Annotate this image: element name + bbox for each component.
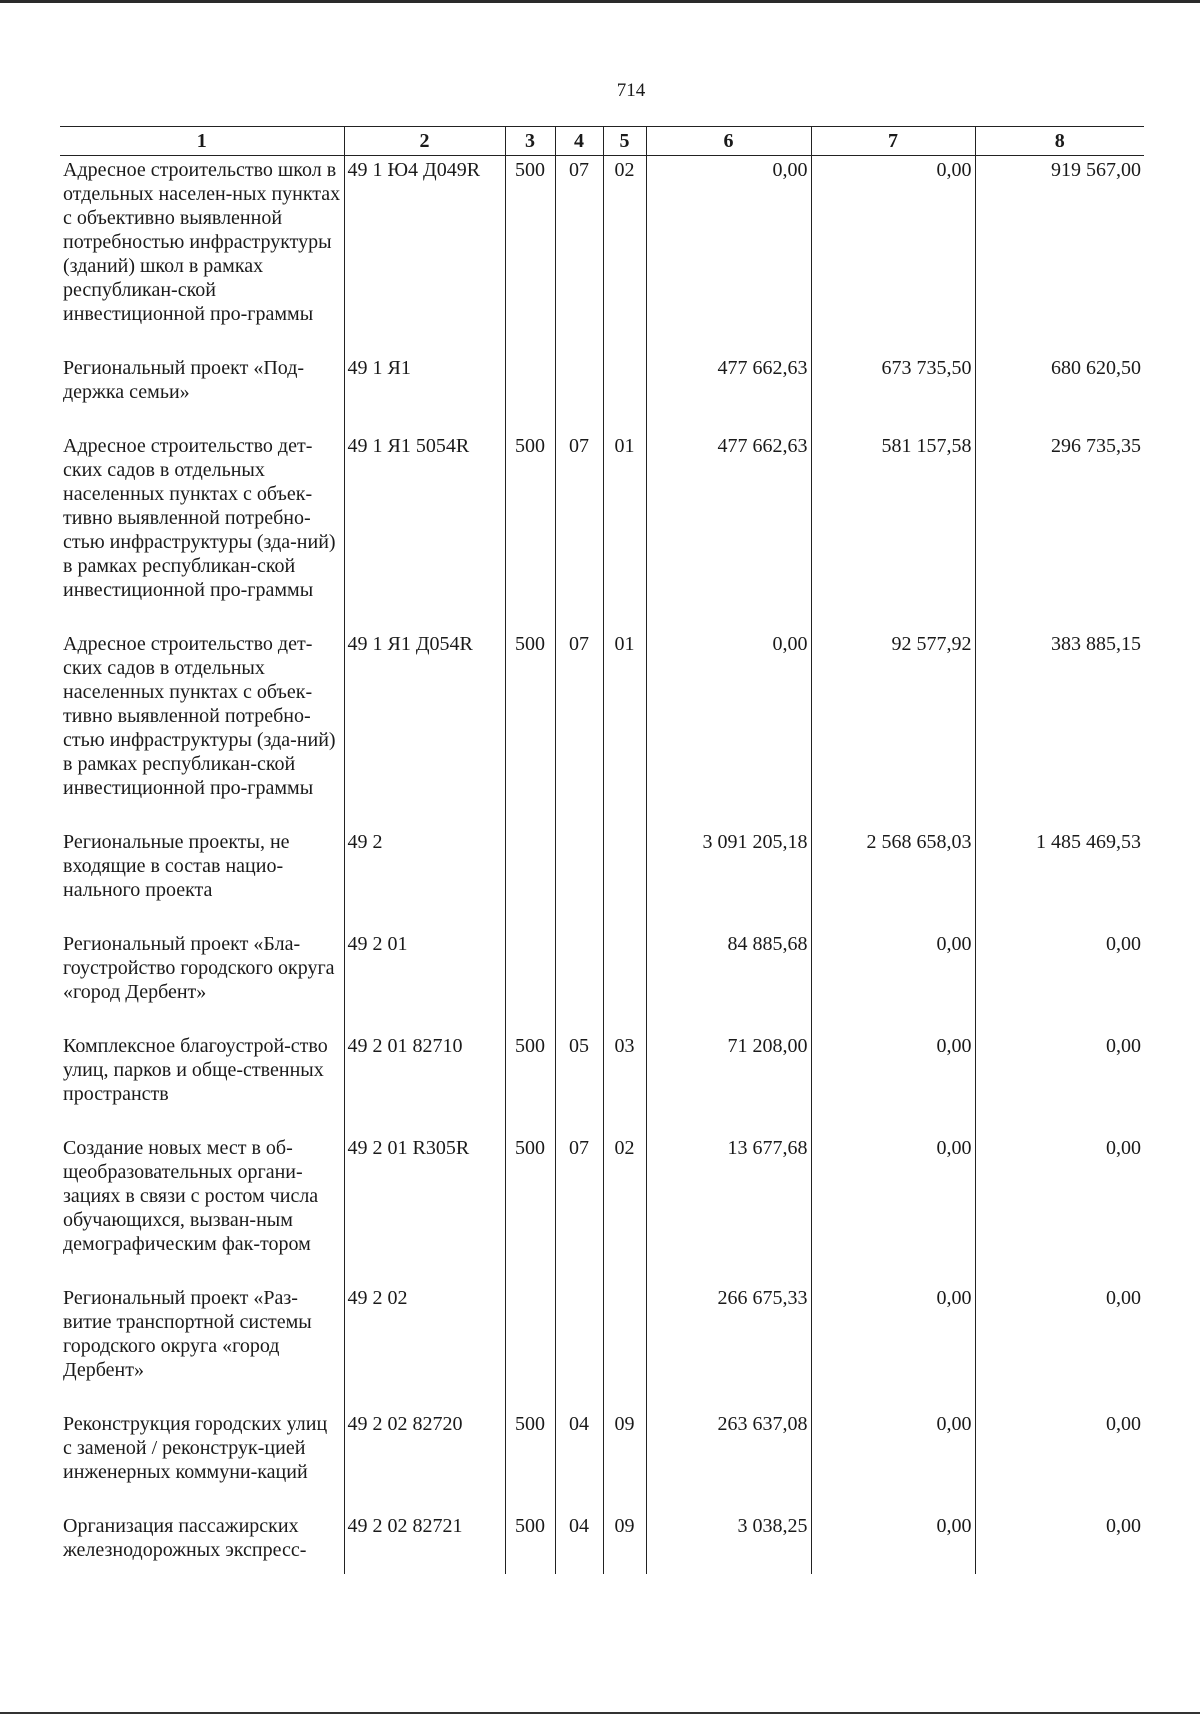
- row-col4-cell: [555, 354, 603, 432]
- row-col5-cell: 09: [603, 1512, 646, 1574]
- row-col3-cell: 500: [505, 1134, 555, 1284]
- table-row: [60, 630, 1144, 828]
- row-col8-amount: 0,00: [975, 930, 1144, 1032]
- row-code-cell: 49 2 01 R305R: [344, 1134, 505, 1284]
- column-header-2: 2: [344, 127, 505, 156]
- row-name-cell: Комплексное благоустрой-ство улиц, парков и обще-ственных пространств: [60, 1032, 344, 1134]
- table-row: [60, 828, 1144, 930]
- table-row: [60, 1032, 1144, 1134]
- row-code-cell: 49 2 01: [344, 930, 505, 1032]
- row-code-cell: 49 1 Ю4 Д049R: [344, 156, 505, 355]
- row-code-cell: 49 2 02: [344, 1284, 505, 1410]
- row-col5-cell: 01: [603, 432, 646, 630]
- row-col6-amount: 0,00: [646, 630, 811, 828]
- row-name-cell: Адресное строительство школ в отдельных населен-ных пунктах с объективно выявленной потребностью инфраструктуры (зданий) школ в рамках республикан-ской инвестиционной про-граммы: [60, 156, 344, 355]
- row-col7-amount: 0,00: [811, 156, 975, 355]
- row-col7-amount: 2 568 658,03: [811, 828, 975, 930]
- row-col3-cell: [505, 930, 555, 1032]
- row-code-cell: 49 1 Я1 5054R: [344, 432, 505, 630]
- row-col4-cell: [555, 1284, 603, 1410]
- row-col7-amount: 0,00: [811, 1032, 975, 1134]
- page-number: 714: [616, 80, 646, 101]
- row-col4-cell: 04: [555, 1410, 603, 1512]
- row-col5-cell: 01: [603, 630, 646, 828]
- row-col3-cell: [505, 828, 555, 930]
- row-col3-cell: [505, 354, 555, 432]
- column-header-7: 7: [811, 127, 975, 156]
- row-col3-cell: 500: [505, 156, 555, 355]
- row-col8-amount: 296 735,35: [975, 432, 1144, 630]
- row-col6-amount: 477 662,63: [646, 432, 811, 630]
- row-col8-amount: 0,00: [975, 1134, 1144, 1284]
- table-row: [60, 1134, 1144, 1284]
- row-col8-amount: 383 885,15: [975, 630, 1144, 828]
- row-name-cell: Адресное строительство дет-ских садов в отдельных населенных пунктах с объек-тивно выявленной потребно-стью инфраструктуры (зда-ний) в рамках республикан-ской инвестиционной про-граммы: [60, 432, 344, 630]
- row-code-cell: 49 2 02 82721: [344, 1512, 505, 1574]
- column-header-1: 1: [60, 127, 344, 156]
- row-col7-amount: 0,00: [811, 1134, 975, 1284]
- row-name-cell: Адресное строительство дет-ских садов в отдельных населенных пунктах с объек-тивно выявленной потребно-стью инфраструктуры (зда-ний) в рамках республикан-ской инвестиционной про-граммы: [60, 630, 344, 828]
- row-col7-amount: 92 577,92: [811, 630, 975, 828]
- row-col4-cell: 04: [555, 1512, 603, 1574]
- row-col6-amount: 263 637,08: [646, 1410, 811, 1512]
- row-code-cell: 49 1 Я1: [344, 354, 505, 432]
- row-col4-cell: 07: [555, 1134, 603, 1284]
- row-code-cell: 49 1 Я1 Д054R: [344, 630, 505, 828]
- row-col4-cell: 07: [555, 432, 603, 630]
- row-name-cell: Региональные проекты, не входящие в состав нацио-нального проекта: [60, 828, 344, 930]
- row-col6-amount: 3 038,25: [646, 1512, 811, 1574]
- row-col4-cell: 07: [555, 630, 603, 828]
- table-body: [60, 156, 1144, 1575]
- row-col7-amount: 0,00: [811, 1284, 975, 1410]
- row-code-cell: 49 2 02 82720: [344, 1410, 505, 1512]
- bottom-border-line: [0, 1712, 1200, 1714]
- row-col4-cell: 07: [555, 156, 603, 355]
- row-code-cell: 49 2: [344, 828, 505, 930]
- row-col4-cell: 05: [555, 1032, 603, 1134]
- row-col5-cell: 09: [603, 1410, 646, 1512]
- row-col6-amount: 266 675,33: [646, 1284, 811, 1410]
- row-col7-amount: 0,00: [811, 1512, 975, 1574]
- column-header-3: 3: [505, 127, 555, 156]
- row-col4-cell: [555, 828, 603, 930]
- row-col8-amount: 0,00: [975, 1410, 1144, 1512]
- row-col7-amount: 0,00: [811, 930, 975, 1032]
- column-header-5: 5: [603, 127, 646, 156]
- row-col8-amount: 1 485 469,53: [975, 828, 1144, 930]
- row-col3-cell: 500: [505, 1032, 555, 1134]
- row-col5-cell: [603, 828, 646, 930]
- table-row: [60, 1512, 1144, 1574]
- row-name-cell: Региональный проект «Раз-витие транспортной системы городского округа «город Дербент»: [60, 1284, 344, 1410]
- column-header-8: 8: [975, 127, 1144, 156]
- row-col6-amount: 13 677,68: [646, 1134, 811, 1284]
- row-name-cell: Региональный проект «Бла-гоустройство городского округа «город Дербент»: [60, 930, 344, 1032]
- row-col3-cell: 500: [505, 1410, 555, 1512]
- top-border-line: [0, 0, 1200, 3]
- table-row: [60, 354, 1144, 432]
- table-row: [60, 432, 1144, 630]
- row-col8-amount: 0,00: [975, 1512, 1144, 1574]
- table-row: [60, 930, 1144, 1032]
- row-col8-amount: 0,00: [975, 1284, 1144, 1410]
- row-col5-cell: [603, 1284, 646, 1410]
- column-header-4: 4: [555, 127, 603, 156]
- row-col8-amount: 680 620,50: [975, 354, 1144, 432]
- row-col5-cell: [603, 354, 646, 432]
- row-col5-cell: 02: [603, 1134, 646, 1284]
- table-row: [60, 1410, 1144, 1512]
- table-row: [60, 156, 1144, 355]
- row-col5-cell: 02: [603, 156, 646, 355]
- row-col7-amount: 581 157,58: [811, 432, 975, 630]
- row-col4-cell: [555, 930, 603, 1032]
- row-col6-amount: 477 662,63: [646, 354, 811, 432]
- table-row: [60, 1284, 1144, 1410]
- row-name-cell: Организация пассажирских железнодорожных экспресс-: [60, 1512, 344, 1574]
- row-col6-amount: 71 208,00: [646, 1032, 811, 1134]
- row-name-cell: Создание новых мест в об-щеобразовательных органи-зациях в связи с ростом числа обучающихся, вызван-ным демографическим фак-тором: [60, 1134, 344, 1284]
- row-code-cell: 49 2 01 82710: [344, 1032, 505, 1134]
- row-col8-amount: 919 567,00: [975, 156, 1144, 355]
- row-name-cell: Региональный проект «Под-держка семьи»: [60, 354, 344, 432]
- row-col3-cell: 500: [505, 432, 555, 630]
- column-header-6: 6: [646, 127, 811, 156]
- row-col3-cell: [505, 1284, 555, 1410]
- row-col6-amount: 3 091 205,18: [646, 828, 811, 930]
- row-col5-cell: [603, 930, 646, 1032]
- row-col3-cell: 500: [505, 630, 555, 828]
- row-col5-cell: 03: [603, 1032, 646, 1134]
- row-col7-amount: 0,00: [811, 1410, 975, 1512]
- header-row: [60, 127, 1144, 156]
- row-name-cell: Реконструкция городских улиц с заменой / реконструк-цией инженерных коммуни-каций: [60, 1410, 344, 1512]
- budget-table: [60, 126, 1144, 1574]
- row-col8-amount: 0,00: [975, 1032, 1144, 1134]
- row-col6-amount: 0,00: [646, 156, 811, 355]
- row-col6-amount: 84 885,68: [646, 930, 811, 1032]
- row-col7-amount: 673 735,50: [811, 354, 975, 432]
- row-col3-cell: 500: [505, 1512, 555, 1574]
